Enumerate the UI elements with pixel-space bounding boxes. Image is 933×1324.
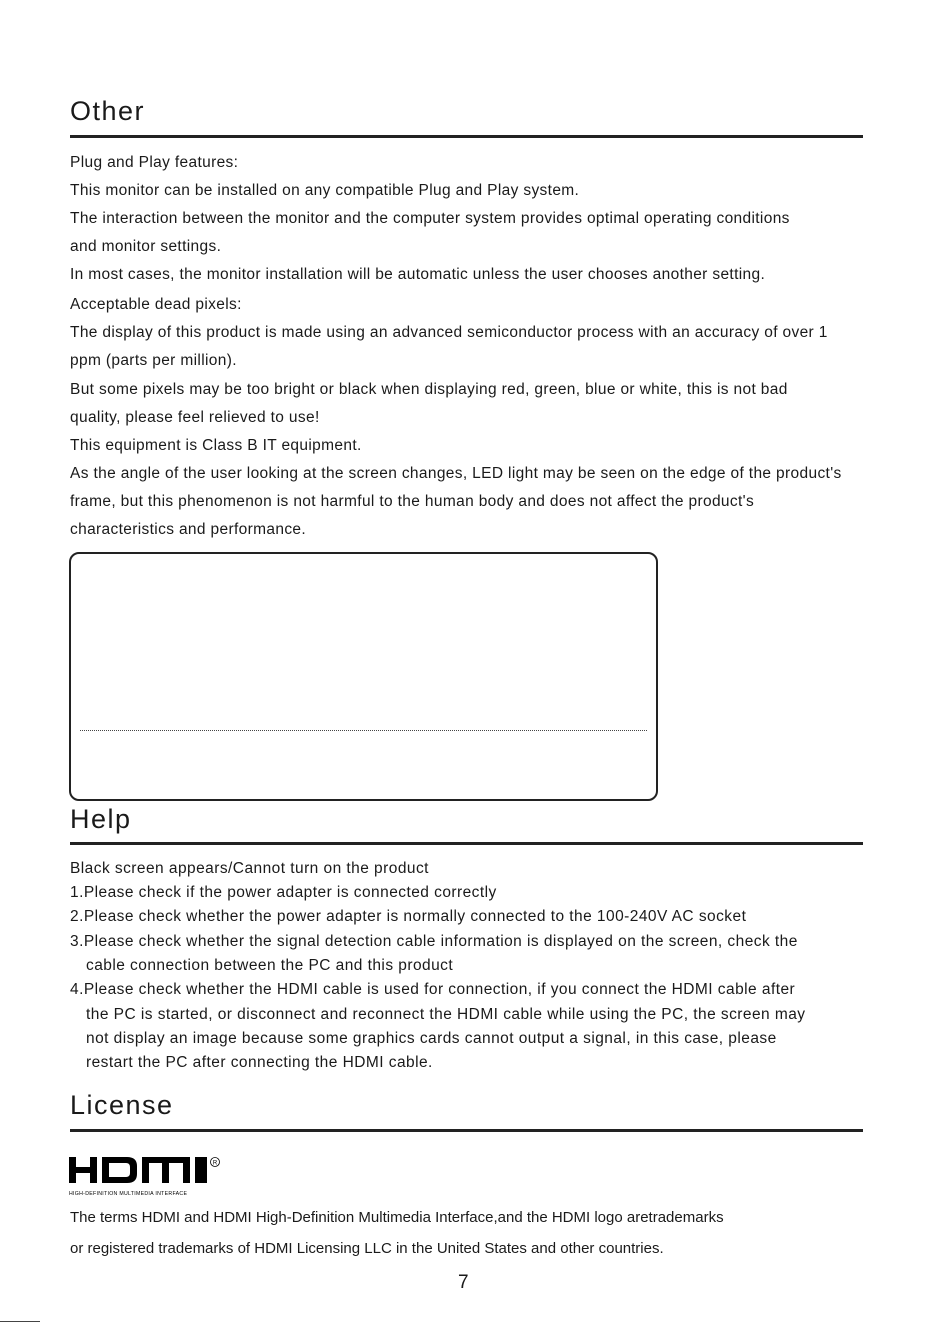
text-line: characteristics and performance. (70, 521, 307, 538)
text-line: As the angle of the user looking at the screen changes, LED light may be seen on the edge of the product's (70, 465, 842, 482)
text-line: This equipment is Class B IT equipment. (70, 437, 362, 454)
text-line: and monitor settings. (70, 238, 222, 255)
section-divider (70, 1129, 863, 1132)
svg-text:R: R (212, 1160, 218, 1167)
text-line: frame, but this phenomenon is not harmful to the human body and does not affect the product's (70, 493, 755, 510)
hdmi-logo (69, 1157, 239, 1199)
text-line: 2.Please check whether the power adapter is normally connected to the 100-240V AC socket (70, 908, 747, 925)
text-line: 3.Please check whether the signal detection cable information is displayed on the screen, check the (70, 933, 798, 950)
section-divider (70, 135, 863, 138)
text-line: The display of this product is made using an advanced semiconductor process with an accuracy of over 1 (70, 324, 828, 341)
crop-mark (0, 1321, 40, 1322)
text-line: But some pixels may be too bright or black when displaying red, green, blue or white, this is not bad (70, 381, 788, 398)
section-title-other: Other (70, 96, 146, 126)
text-line: In most cases, the monitor installation will be automatic unless the user chooses another setting. (70, 266, 766, 283)
text-line: This monitor can be installed on any compatible Plug and Play system. (70, 182, 580, 199)
text-line: restart the PC after connecting the HDMI cable. (86, 1054, 433, 1071)
text-line: the PC is started, or disconnect and reconnect the HDMI cable while using the PC, the screen may (86, 1006, 806, 1023)
text-line: The interaction between the monitor and the computer system provides optimal operating conditions (70, 210, 790, 227)
text-line: The terms HDMI and HDMI High-Definition Multimedia Interface,and the HDMI logo aretrademarks (70, 1209, 724, 1226)
section-title-help: Help (70, 804, 132, 834)
text-line: cable connection between the PC and this product (86, 957, 454, 974)
text-line: 1.Please check if the power adapter is connected correctly (70, 884, 497, 901)
text-line: 4.Please check whether the HDMI cable is used for connection, if you connect the HDMI cable after (70, 981, 796, 998)
section-divider (70, 842, 863, 845)
text-line: or registered trademarks of HDMI Licensing LLC in the United States and other countries. (70, 1240, 664, 1257)
empty-note-box (69, 552, 658, 801)
text-line: quality, please feel relieved to use! (70, 409, 320, 426)
text-line: Black screen appears/Cannot turn on the product (70, 860, 429, 877)
text-line: Acceptable dead pixels: (70, 296, 242, 313)
svg-text:HIGH-DEFINITION MULTIMEDIA INT: HIGH-DEFINITION MULTIMEDIA INTERFACE (69, 1191, 188, 1197)
section-title-license: License (70, 1090, 174, 1120)
dotted-divider (80, 730, 647, 731)
text-line: ppm (parts per million). (70, 352, 237, 369)
text-line: Plug and Play features: (70, 154, 239, 171)
text-line: not display an image because some graphics cards cannot output a signal, in this case, please (86, 1030, 777, 1047)
page-number: 7 (458, 1272, 469, 1293)
